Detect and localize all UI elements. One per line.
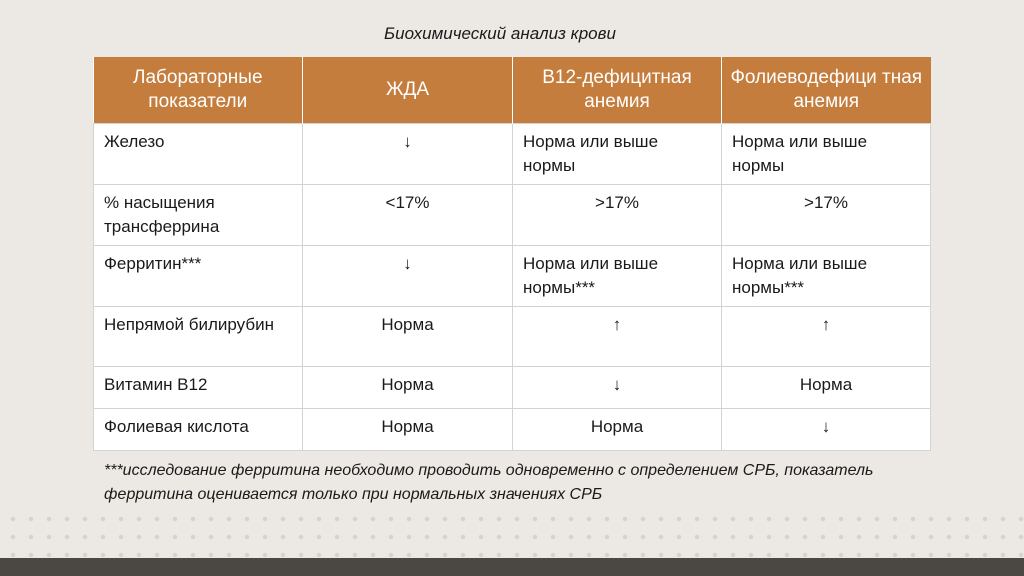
table-cell: ↓ <box>303 246 513 307</box>
row-label: Непрямой билирубин <box>94 307 303 367</box>
header-cell-indicator: Лабораторные показатели <box>94 57 303 124</box>
table-cell: ↓ <box>303 124 513 185</box>
table-cell: >17% <box>722 185 931 246</box>
table-row <box>94 246 931 307</box>
table-cell: <17% <box>303 185 513 246</box>
header-cell-folate: Фолиеводефици тная анемия <box>722 57 931 124</box>
table-cell: ↓ <box>722 409 931 451</box>
decorative-dot-pattern <box>0 508 1024 558</box>
table-cell: Норма <box>303 307 513 367</box>
table-row <box>94 185 931 246</box>
row-label: Ферритин*** <box>94 246 303 307</box>
table-cell: ↑ <box>722 307 931 367</box>
table-cell: >17% <box>513 185 722 246</box>
table-cell: ↓ <box>513 367 722 409</box>
row-label: % насыщения трансферрина <box>94 185 303 246</box>
table-row <box>94 409 931 451</box>
table-cell: Норма или выше нормы <box>722 124 931 185</box>
row-label: Фолиевая кислота <box>94 409 303 451</box>
row-label: Железо <box>94 124 303 185</box>
table-row <box>94 124 931 185</box>
table-cell: Норма <box>303 367 513 409</box>
lab-results-table <box>93 57 931 451</box>
table-cell: ↑ <box>513 307 722 367</box>
table-cell: Норма <box>722 367 931 409</box>
row-label: Витамин В12 <box>94 367 303 409</box>
table-header-row <box>94 57 931 124</box>
table-cell: Норма или выше нормы <box>513 124 722 185</box>
table-cell: Норма или выше нормы*** <box>513 246 722 307</box>
table-cell: Норма <box>513 409 722 451</box>
header-cell-b12: В12-дефицитная анемия <box>513 57 722 124</box>
bottom-bar <box>0 558 1024 576</box>
header-cell-ida: ЖДА <box>303 57 513 124</box>
table-row <box>94 307 931 367</box>
footnote: ***исследование ферритина необходимо проводить одновременно с определением СРБ, показатель ферритина оценивается только при нормальных значениях СРБ <box>104 462 874 503</box>
table-cell: Норма или выше нормы*** <box>722 246 931 307</box>
table-row <box>94 367 931 409</box>
slide-title: Биохимический анализ крови <box>384 24 616 43</box>
table-cell: Норма <box>303 409 513 451</box>
